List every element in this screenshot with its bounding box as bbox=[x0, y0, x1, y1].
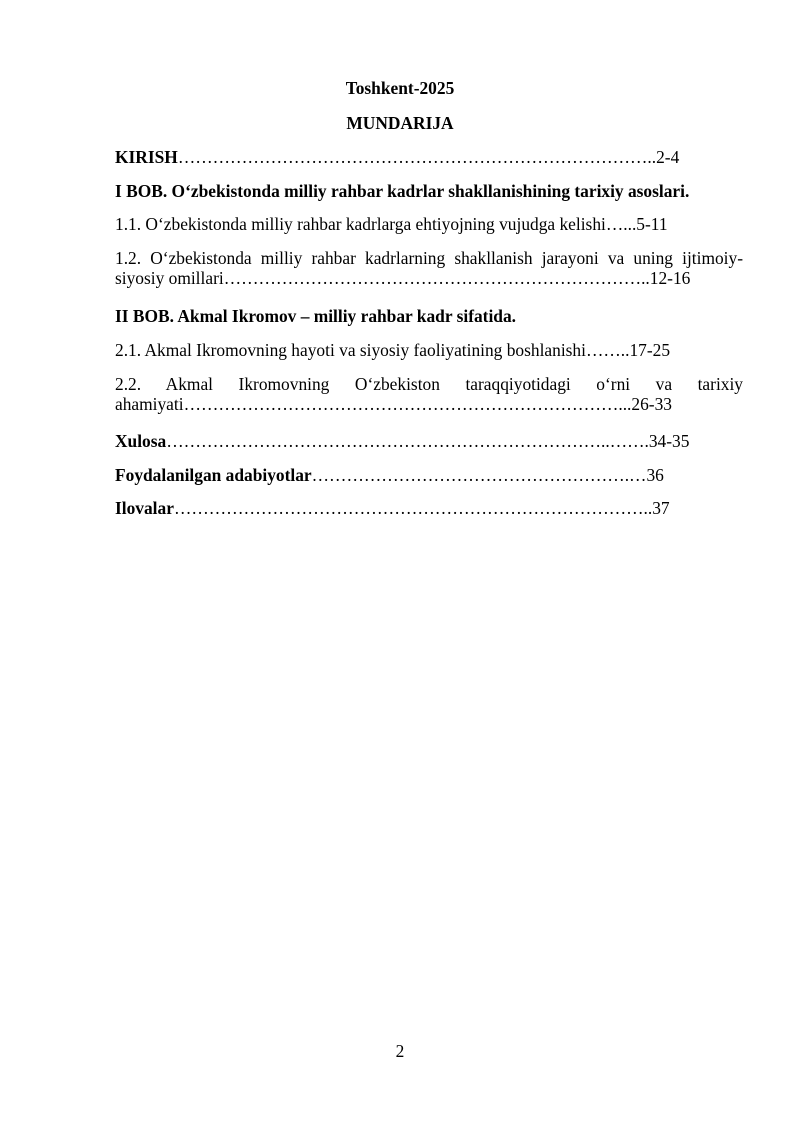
toc-entry-ilovalar bbox=[115, 498, 670, 518]
toc-page-range: 36 bbox=[646, 465, 664, 485]
toc-entry-label-line2-wrap bbox=[115, 268, 743, 288]
toc-entry-2-2 bbox=[115, 374, 743, 414]
toc-leader: ……………………………………………………………………….. bbox=[173, 498, 653, 518]
toc-page-range: 5-11 bbox=[636, 214, 668, 234]
toc-page-range: 2-4 bbox=[656, 147, 680, 167]
toc-entry-label: KIRISH bbox=[115, 147, 178, 167]
toc-leader: ……………………………………………….… bbox=[311, 465, 647, 485]
toc-page-range: 34-35 bbox=[648, 431, 690, 451]
toc-entry-label: Xulosa bbox=[115, 431, 167, 451]
toc-entry-label-line2: ahamiyati bbox=[115, 394, 184, 414]
toc-page-range: 26-33 bbox=[631, 394, 672, 414]
toc-chapter-2: II BOB. Akmal Ikromov – milliy rahbar kadr sifatida. bbox=[115, 306, 517, 326]
toc-leader: …………………………………………………………………... bbox=[183, 394, 632, 414]
toc-leader: …………………………………………………………………..……. bbox=[166, 431, 649, 451]
toc-page-range: 37 bbox=[652, 498, 670, 518]
toc-leader: ……………………………………………………………….. bbox=[223, 268, 650, 288]
toc-entry-xulosa bbox=[115, 431, 689, 451]
toc-entry-1-2 bbox=[115, 248, 743, 288]
toc-entry-label: 1.1. O‘zbekistonda milliy rahbar kadrlarga ehtiyojning vujudga kelishi…... bbox=[115, 214, 637, 234]
toc-entry-kirish bbox=[115, 147, 679, 167]
toc-entry-label: 2.1. Akmal Ikromovning hayoti va siyosiy faoliyatining boshlanishi…….. bbox=[115, 340, 630, 360]
toc-entry-label-line1: 1.2. O‘zbekistonda milliy rahbar kadrlarning shakllanish jarayoni va uning ijtimoiy- bbox=[115, 248, 743, 268]
city-year-heading: Toshkent-2025 bbox=[345, 78, 455, 98]
toc-entry-1-1 bbox=[115, 214, 668, 234]
toc-entry-label: Ilovalar bbox=[115, 498, 174, 518]
toc-entry-label-line2: siyosiy omillari bbox=[115, 268, 224, 288]
toc-entry-2-1 bbox=[115, 340, 670, 360]
toc-page-range: 17-25 bbox=[629, 340, 671, 360]
toc-page-range: 12-16 bbox=[649, 268, 691, 288]
toc-leader: ……………………………………………………………………….. bbox=[177, 147, 657, 167]
toc-entry-foydalanilgan bbox=[115, 465, 664, 485]
toc-title: MUNDARIJA bbox=[346, 113, 454, 133]
page-number: 2 bbox=[395, 1041, 405, 1061]
toc-entry-label-line2-wrap bbox=[115, 394, 743, 414]
toc-entry-label: Foydalanilgan adabiyotlar bbox=[115, 465, 312, 485]
toc-chapter-1: I BOB. O‘zbekistonda milliy rahbar kadrlar shakllanishining tarixiy asoslari. bbox=[115, 181, 690, 201]
toc-entry-label-line1: 2.2. Akmal Ikromovning O‘zbekiston taraqqiyotidagi o‘rni va tarixiy bbox=[115, 374, 743, 394]
